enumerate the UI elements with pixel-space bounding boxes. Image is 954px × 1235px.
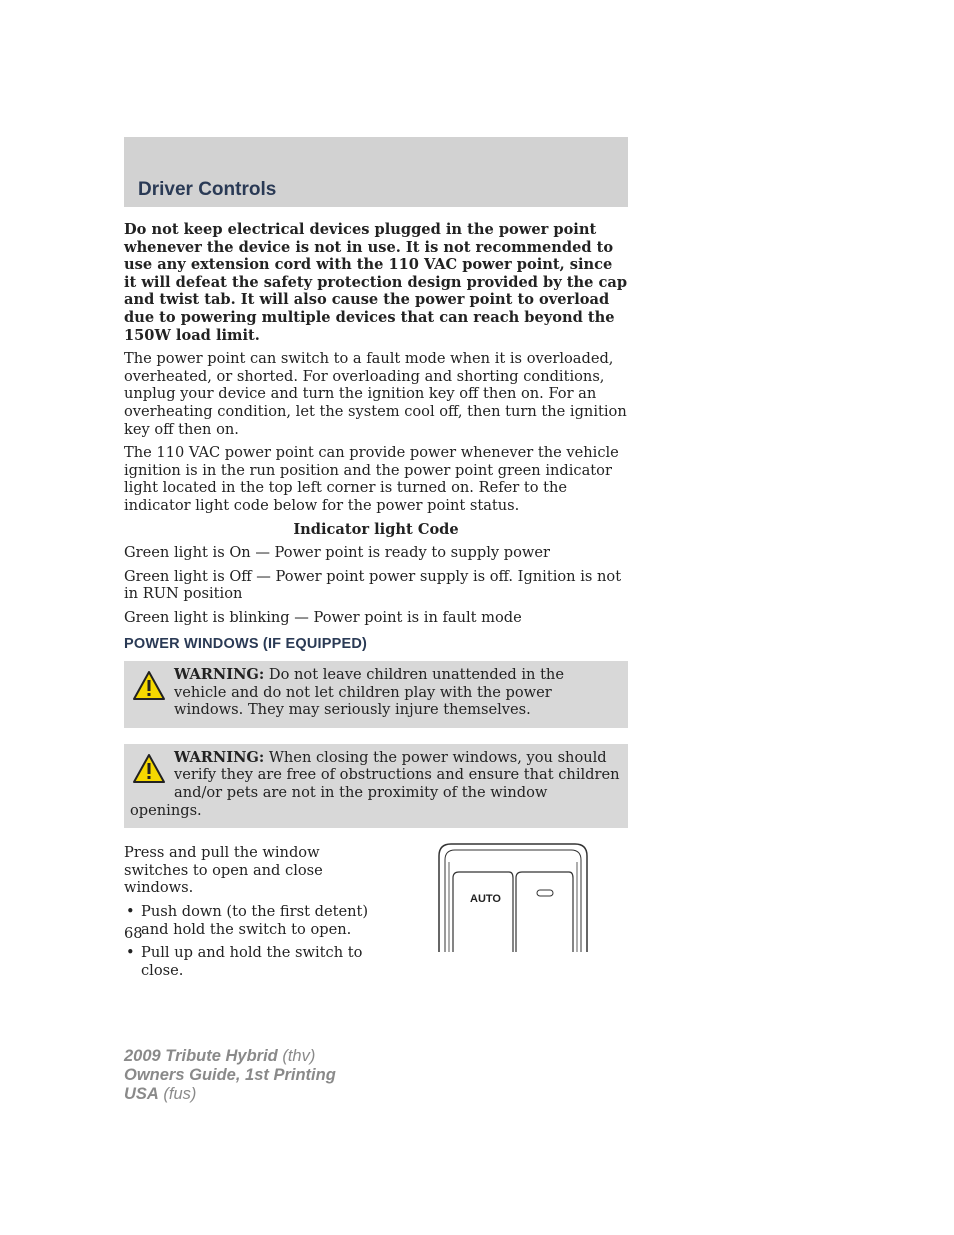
window-switch-intro: Press and pull the window switches to open and close windows.: [124, 844, 323, 897]
warning-triangle-icon: [132, 670, 166, 702]
indicator-code-item: Green light is blinking — Power point is in fault mode: [124, 608, 522, 626]
auto-label: AUTO: [470, 893, 501, 906]
indicator-code-item: Green light is Off — Power point power supply is off. Ignition is not in RUN position: [124, 567, 622, 603]
warning-text: When closing the power windows, you should verify they are free of obstructions and ensure that children and/or pets are not in the proximity of the window openings.: [130, 748, 620, 819]
window-switch-illustration: [437, 842, 589, 954]
page-number: 68: [124, 925, 143, 942]
section-title: Driver Controls: [138, 179, 277, 200]
warning-box: [124, 744, 628, 828]
warning-label: WARNING:: [174, 666, 265, 684]
power-windows-heading: POWER WINDOWS (IF EQUIPPED): [124, 636, 368, 653]
list-item: • Push down (to the first detent) and hold the switch to open.: [126, 903, 369, 938]
page-content: [124, 221, 628, 985]
footer: [124, 1047, 336, 1104]
caution-paragraph: Do not keep electrical devices plugged in the power point whenever the device is not in use. It is not recommended to use any extension cord with the 110 VAC power point, since it will defeat the safety protection design provided by the cap and twist tab. It will also cause the power point to overload due to powering multiple devices that can reach beyond the 150W load limit.: [124, 221, 628, 344]
list-item: • Pull up and hold the switch to close.: [126, 944, 363, 979]
warning-box: [124, 661, 628, 728]
fault-mode-paragraph: The power point can switch to a fault mode when it is overloaded, overheated, or shorted. For overloading and shorting conditions, unplug your device and turn the ignition key off then on. For an overheating condition, let the system cool off, then turn the ignition key off then on.: [124, 350, 627, 438]
footer-line-2: Owners Guide, 1st Printing: [124, 1066, 336, 1084]
warning-label: WARNING:: [174, 748, 265, 766]
section-header-band: [124, 137, 628, 207]
window-switch-instructions: [124, 844, 379, 979]
power-point-paragraph: The 110 VAC power point can provide power whenever the vehicle ignition is in the run position and the power point green indicator light located in the top left corner is turned on. Refer to the indicator light code below for the power point status.: [124, 444, 619, 514]
warning-triangle-icon: [132, 753, 166, 785]
footer-line-1: 2009 Tribute Hybrid (thv): [124, 1047, 316, 1065]
indicator-heading: Indicator light Code: [293, 520, 459, 538]
indicator-code-item: Green light is On — Power point is ready to supply power: [124, 544, 550, 562]
warning-text: Do not leave children unattended in the vehicle and do not let children play with the power windows. They may seriously injure themselves.: [174, 666, 564, 719]
window-switch-section: [124, 844, 628, 979]
footer-line-3: USA (fus): [124, 1085, 197, 1103]
